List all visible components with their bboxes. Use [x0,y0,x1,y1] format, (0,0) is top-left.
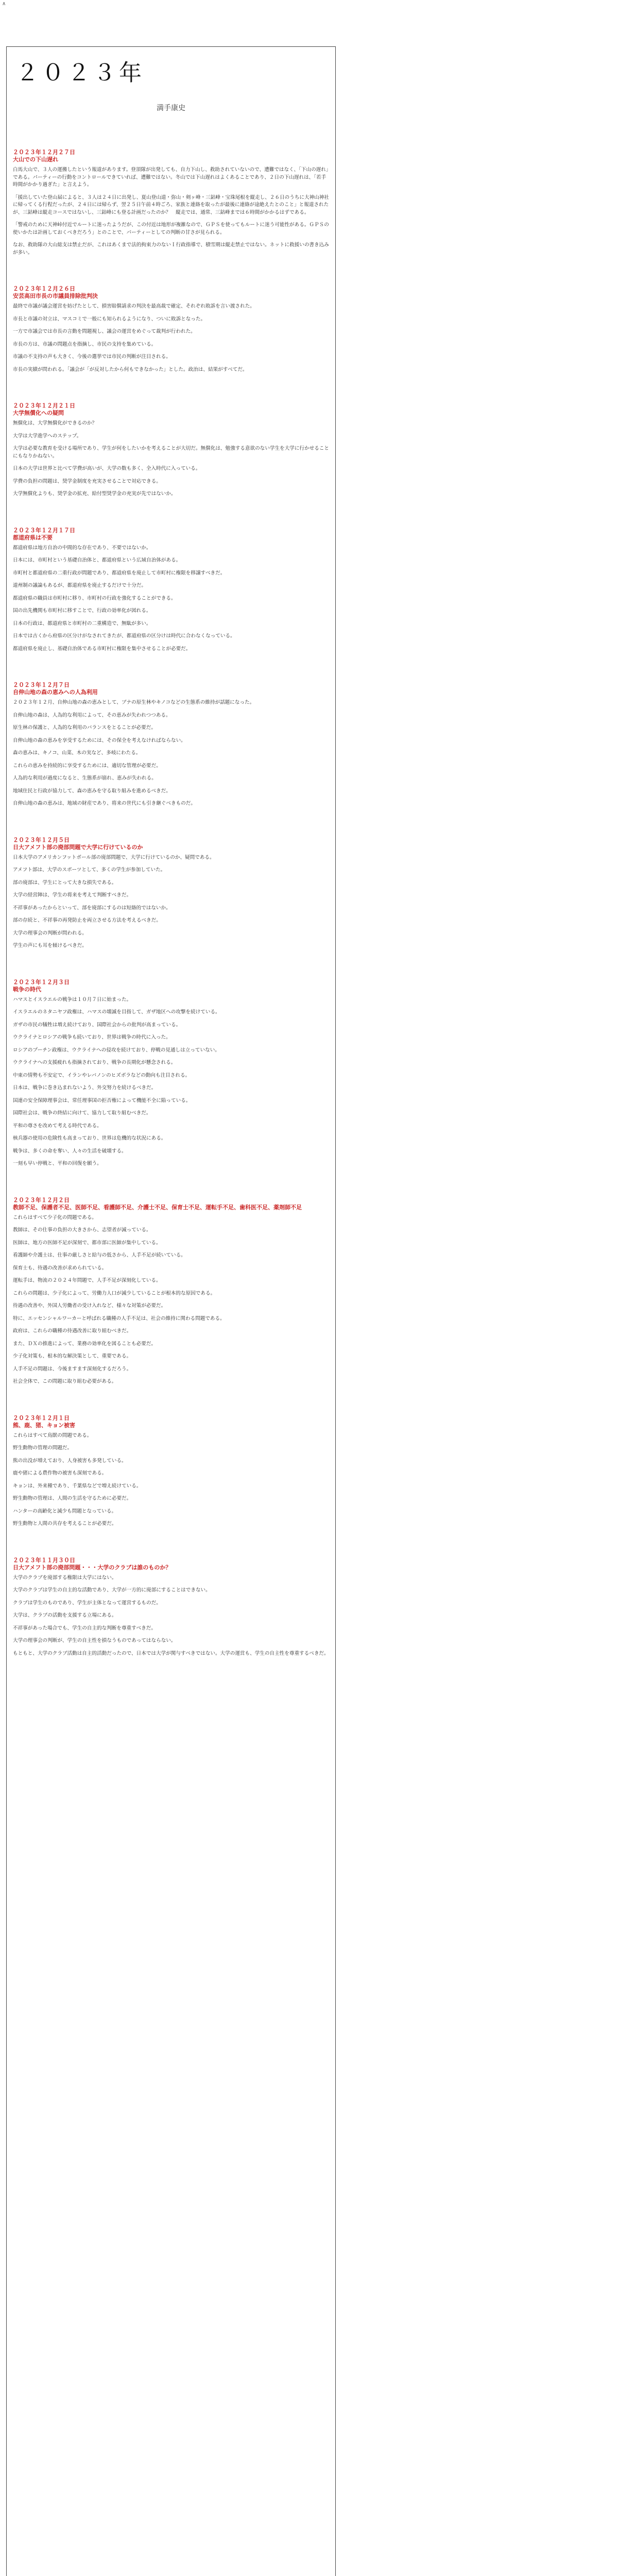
entry-title: 熊、鹿、猪、キョン被害 [13,1421,75,1429]
entry-paragraph: ガザの市民の犠牲は増え続けており、国際社会からの批判が高まっている。 [13,1022,181,1028]
entry-paragraph: 自伸山地の森は、人為的な利用によって、その恵みが失われつつある。 [13,712,171,718]
entry-paragraph: 人為的な利用が過度になると、生態系が崩れ、恵みが失われる。 [13,775,157,781]
entry-paragraph: 大学のクラブを廃部する権限は大学にはない。 [13,1574,117,1581]
blog-entry [7,149,335,257]
entry-title: 大山での下山遅れ [13,156,58,163]
entry-paragraph: 部の存続と、不祥事の再発防止を両立させる方法を考えるべきだ。 [13,918,161,923]
entry-paragraph: 保育士も、待遇の改善が求められている。 [13,1265,107,1271]
entry-paragraph: 原生林の保護と、人為的な利用のバランスをとることが必要だ。 [13,725,156,731]
entry-paragraph: 少子化対策も、根本的な解決策として、重要である。 [13,1353,132,1359]
entry-body [13,420,329,498]
entry-body [13,699,329,808]
entry-paragraph: 市長の実績が問われる。「議会が「が反対したから何もできなかった」とした。政治は、結果がすべてだ。 [13,366,248,372]
entry-date: ２０２３年１２月２６日 [13,285,75,292]
entry-paragraph: 一方で市議会では市長の言動を問題視し、議会の運営をめぐって裁判が行われた。 [13,329,196,334]
entry-title: 日大アメフト部の廃部問題・・・大学のクラブは誰のものか？ [13,1564,171,1571]
entry-paragraph: 特に、エッセンシャルワーカーと呼ばれる職種の人手不足は、社会の維持に関わる問題である。 [13,1315,225,1321]
entry-paragraph: 大学は、クラブの活動を支援する立場にある。 [13,1613,117,1618]
entry-title: 安芸高田市長の市議員排除批判決 [13,293,98,299]
entry-paragraph: 白馬大山で、３人の運搬したという報道があります。登頂隊が出発しても、自力下山し、救助されていないので、遭難ではなく、「下山の遅れ」である。パーティーの行動をコントロールできていれば、遭難ではない。冬山では下山遅れはよくあることであり、２日の下山遅れは、「若手時間がかかり過ぎた」と言えよう。 [13,167,329,188]
entry-paragraph: 無償化は、大学無償化ができるのか？ [13,420,97,426]
blog-entry [7,1197,335,1386]
entry-paragraph: ウクライナへの支援疲れも指摘されており、戦争の長期化が懸念される。 [13,1060,176,1065]
entry-body [13,545,329,653]
entry-paragraph: 日本は、戦争に巻き込まれないよう、外交努力を続けるべきだ。 [13,1085,157,1091]
entry-body [13,1432,329,1528]
entry-paragraph: 日本大学のアメリカンフットボール部の廃部問題で、大学に行けているのか、疑問である。 [13,854,215,860]
entry-date: ２０２３年１２月１日 [13,1414,70,1421]
entry-paragraph: なお、救助隊の大山総支は禁止だが、これはあくまで法的拘束力のないＩ行政指導で、積雪期は縦走禁止ではない。ネットに救援いの書き込みが多い。 [13,242,329,256]
entry-paragraph: これらはすべて少子化の問題である。 [13,1214,97,1221]
entry-paragraph: これらの問題は、少子化によって、労働力人口が減少していることが根本的な原因である。 [13,1290,216,1296]
entry-paragraph: 自伸山地の森の恵みは、地域の財産であり、将来の世代にも引き継ぐべきものだ。 [13,801,196,806]
entry-paragraph: 国連の安全保障理事会は、常任理事国の拒否権によって機能不全に陥っている。 [13,1097,191,1104]
entry-paragraph: 学生の声にも耳を傾けるべきだ。 [13,943,87,948]
entry-paragraph: 「援出していた登山届によると、３人は２４日に出発し、夏山登山道・弥山・剣ヶ峰・三鈷峰・宝珠尾根を縦走し、２６日のうちに大神山神社に帰ってくる行程だったが、２４日には帰らず、翌２５日午前４時ごろ、家族と連絡を取ったが最後に連絡が途絶えたとのこと」と報道されたが、三鈷峰は縦走コースではないし、三鈷峰にも登る計画だったのか？ 縦走では、通常、三鈷峰までは６時間がかかるはずである。 [13,194,329,215]
entry-paragraph: 医師は、地方の医師不足が深刻で、都市部に医師が集中している。 [13,1240,161,1246]
entry-paragraph: 熊の出没が増えており、人身被害も多発している。 [13,1458,127,1464]
entry-paragraph: 中東の情勢も不安定で、イランやレバノンのヒズボラなどの動向も注目される。 [13,1072,191,1078]
entry-paragraph: 都道府県は地方自治の中間的な存在であり、不要ではないか。 [13,545,151,551]
blog-entry [7,1557,335,1658]
entry-paragraph: 野生動物の管理は、人間の生活を守るために必要だ。 [13,1496,132,1501]
entry-date: ２０２３年１２月７日 [13,682,70,688]
entry-paragraph: 大学のクラブは学生の自主的な活動であり、大学が一方的に廃部にすることはできない。 [13,1587,211,1593]
entry-title: 自伸山地の森の恵みへの人為利用 [13,689,98,696]
entry-paragraph: 森の恵みは、キノコ、山菜、木の実など、多岐にわたる。 [13,750,141,756]
entry-title: 戦争の時代 [13,986,41,993]
entry-date: ２０２３年１２月３日 [13,978,70,986]
blog-entry [7,837,335,950]
entry-paragraph: 戦争は、多くの命を奪い、人々の生活を破壊する。 [13,1148,127,1154]
entry-paragraph: 不祥事があったからといって、部を廃部にするのは短絡的ではないか。 [13,905,171,911]
blog-entry [7,682,335,808]
entry-title: 大学無償化への疑問 [13,410,64,416]
entry-paragraph: アメフト部は、大学のスポーツとして、多くの学生が参加していた。 [13,867,166,873]
entry-paragraph: 大学は大学進学へのステップ。 [13,433,82,439]
entry-paragraph: ２０２３年１２月、自伸山地の森の恵みとして、ブナの原生林やキノコなどの生態系の維持が話題になった。 [13,700,255,705]
entry-list [7,149,335,1657]
entry-paragraph: 核兵器の使用の危険性も高まっており、世界は危機的な状況にある。 [13,1136,166,1141]
entry-paragraph: ハンターの高齢化と減少も問題となっている。 [13,1508,117,1514]
entry-paragraph: 道州制の議論もあるが、都道府県を廃止するだけで十分だ。 [13,583,147,588]
entry-paragraph: 都道府県の職員は市町村に移り、市町村の行政を強化することができる。 [13,595,176,601]
entry-date: ２０２３年１１月３０日 [13,1556,75,1564]
entry-paragraph: 地域住民と行政が協力して、森の恵みを守る取り組みを進めるべきだ。 [13,788,171,794]
blog-entry [7,1415,335,1528]
entry-date: ２０２３年１２月２１日 [13,402,75,409]
blog-entry [7,979,335,1168]
document-page [6,46,336,2576]
entry-paragraph: 政府は、これらの職種の待遇改善に取り組むべきだ。 [13,1328,132,1334]
entry-title: 教師不足、保護者不足、医師不足、看護師不足、介護士不足、保育士不足、運転手不足、歯科医不足、薬剤師不足 [13,1204,302,1211]
entry-paragraph: 市議の不支持の声も大きく、今後の選挙では市民の判断が注目される。 [13,354,171,360]
entry-paragraph: ロシアのプーチン政権は、ウクライナへの侵攻を続けており、停戦の見通しは立っていない。 [13,1047,220,1053]
blog-entry [7,402,335,498]
entry-paragraph: 学費の負担の問題は、奨学金制度を充実させることで対応できる。 [13,478,161,484]
entry-paragraph: 日本の行政は、都道府県と市町村の二重構造で、無駄が多い。 [13,620,151,626]
entry-paragraph: また、ＤＸの推進によって、業務の効率化を図ることも必要だ。 [13,1341,157,1347]
entry-paragraph: 日本には、市町村という基礎自治体と、都道府県という広域自治体がある。 [13,557,181,563]
entry-paragraph: もともと、大学のクラブ活動は自主的活動だったので、日本では大学が関与すべきではない。大学の運営も、学生の自主性を尊重するべきだ。 [13,1650,329,1656]
entry-paragraph: 市長の方は、市議の問題点を指摘し、市民の支持を集めている。 [13,341,157,347]
entry-paragraph: イスラエルのネタニヤフ政権は、ハマスの壊滅を目指して、ガザ地区への攻撃を続けている。 [13,1009,220,1015]
entry-body [13,166,329,257]
corner-mark: ∧ [2,1,6,7]
entry-paragraph: 大学の経営陣は、学生の将来を考えて判断すべきだ。 [13,892,132,898]
entry-paragraph: 一刻も早い停戦と、平和の回復を願う。 [13,1161,102,1166]
entry-paragraph: 市町村と都道府県の二重行政が問題であり、都道府県を廃止して市町村に権限を移譲すべきだ。 [13,570,226,576]
entry-paragraph: ウクライナとロシアの戦争も続いており、世界は戦争の時代に入った。 [13,1035,171,1040]
entry-paragraph: 野生動物と人間の共存を考えることが必要だ。 [13,1521,117,1527]
entry-paragraph: 大学は必要な教育を受ける場所であり、学生が何をしたいかを考えることが大切だ。無償化は、勉強する意欲のない学生を大学に行かせることにもなりかねない。 [13,446,329,459]
entry-paragraph: キョンは、外来種であり、千葉県などで増え続けている。 [13,1483,142,1489]
entry-paragraph: 都道府県を廃止し、基礎自治体である市町村に権限を集中させることが必要だ。 [13,646,191,652]
entry-paragraph: 市長と市議の対立は、マスコミで一般にも知られるようになり、ついに敗訴となった。 [13,316,206,322]
entry-paragraph: 看護師や介護士は、仕事の厳しさと給与の低さから、人手不足が続いている。 [13,1252,186,1258]
page-title: ２０２３年 [16,60,145,86]
entry-title: 都道府県は不要 [13,534,53,541]
entry-paragraph: ハマスとイスラエルの戦争は１０月７日に始まった。 [13,996,132,1003]
entry-paragraph: 大学の理事会の判断が問われる。 [13,930,87,936]
entry-paragraph: 運転手は、物流の２０２４年問題で、人手不足が深刻化している。 [13,1278,161,1283]
entry-paragraph: 平和の尊さを改めて考える時代である。 [13,1123,102,1129]
entry-paragraph: 自伸山地の森の恵みを享受するためには、その保全を考えなければならない。 [13,737,186,743]
author-name: 満手康史 [157,104,185,112]
entry-paragraph: クラブは学生のものであり、学生が主体となって運営するものだ。 [13,1600,161,1606]
blog-entry [7,285,335,374]
entry-paragraph: 国際社会は、戦争の終結に向けて、協力して取り組むべきだ。 [13,1110,151,1116]
entry-paragraph: 「警戒のために天神峠付近でルートに迷ったようだが、この付近は地形が複雑なので、ＧＰＳを使ってもルートに迷う可能性がある。ＧＰＳの使いかたは計画しておくべきだろう」とのことで、パーティーとしての判断の甘さが見られる。 [13,222,329,235]
entry-paragraph: 国の出先機関も市町村に移すことで、行政の効率化が図れる。 [13,608,151,614]
entry-title: 日大アメフト部の廃部問題で大学に行けているのか [13,843,143,851]
entry-body [13,303,329,374]
entry-paragraph: 野生動物の管理の問題だ。 [13,1445,73,1451]
entry-body [13,996,329,1168]
entry-paragraph: 教師は、その仕事の負担の大きさから、志望者が減っている。 [13,1227,151,1233]
entry-date: ２０２３年１２月５日 [13,836,70,843]
entry-body [13,854,329,950]
entry-paragraph: 大学の理事会の判断が、学生の自主性を損なうものであってはならない。 [13,1638,176,1643]
blog-entry [7,527,335,653]
entry-paragraph: 社会全体で、この問題に取り組む必要がある。 [13,1379,117,1384]
entry-paragraph: これらの恵みを持続的に享受するためには、適切な管理が必要だ。 [13,762,161,769]
entry-date: ２０２３年１２月２７日 [13,149,75,156]
entry-paragraph: 最終で市議が議会運営を妨げたとして、損害賠償請求の判決を最高裁で確定、それぞれ敗訴を言い渡された。 [13,303,255,309]
entry-paragraph: 人手不足の問題は、今後ますます深刻化するだろう。 [13,1366,132,1372]
entry-paragraph: 待遇の改善や、外国人労働者の受け入れなど、様々な対策が必要だ。 [13,1303,166,1309]
entry-paragraph: 不祥事があった場合でも、学生の自主的な判断を尊重すべきだ。 [13,1625,156,1631]
entry-paragraph: これらはすべて鳥獣の問題である。 [13,1432,92,1438]
entry-body [13,1574,329,1658]
entry-paragraph: 鹿や猪による農作物の被害も深刻である。 [13,1470,107,1476]
entry-date: ２０２３年１２月１７日 [13,527,75,534]
entry-paragraph: 日本の大学は世界と比べて学費が高いが、大学の数も多く、全入時代に入っている。 [13,466,201,471]
entry-paragraph: 大学無償化よりも、奨学金の拡充、給付型奨学金の充実が先ではないか。 [13,491,176,497]
entry-paragraph: 日本では古くから府県の区分けがなされてきたが、都道府県の区分けは時代に合わなくなっている。 [13,633,235,639]
entry-body [13,1214,329,1386]
entry-paragraph: 部の廃部は、学生にとって大きな損失である。 [13,879,117,886]
entry-date: ２０２３年１２月２日 [13,1196,70,1204]
